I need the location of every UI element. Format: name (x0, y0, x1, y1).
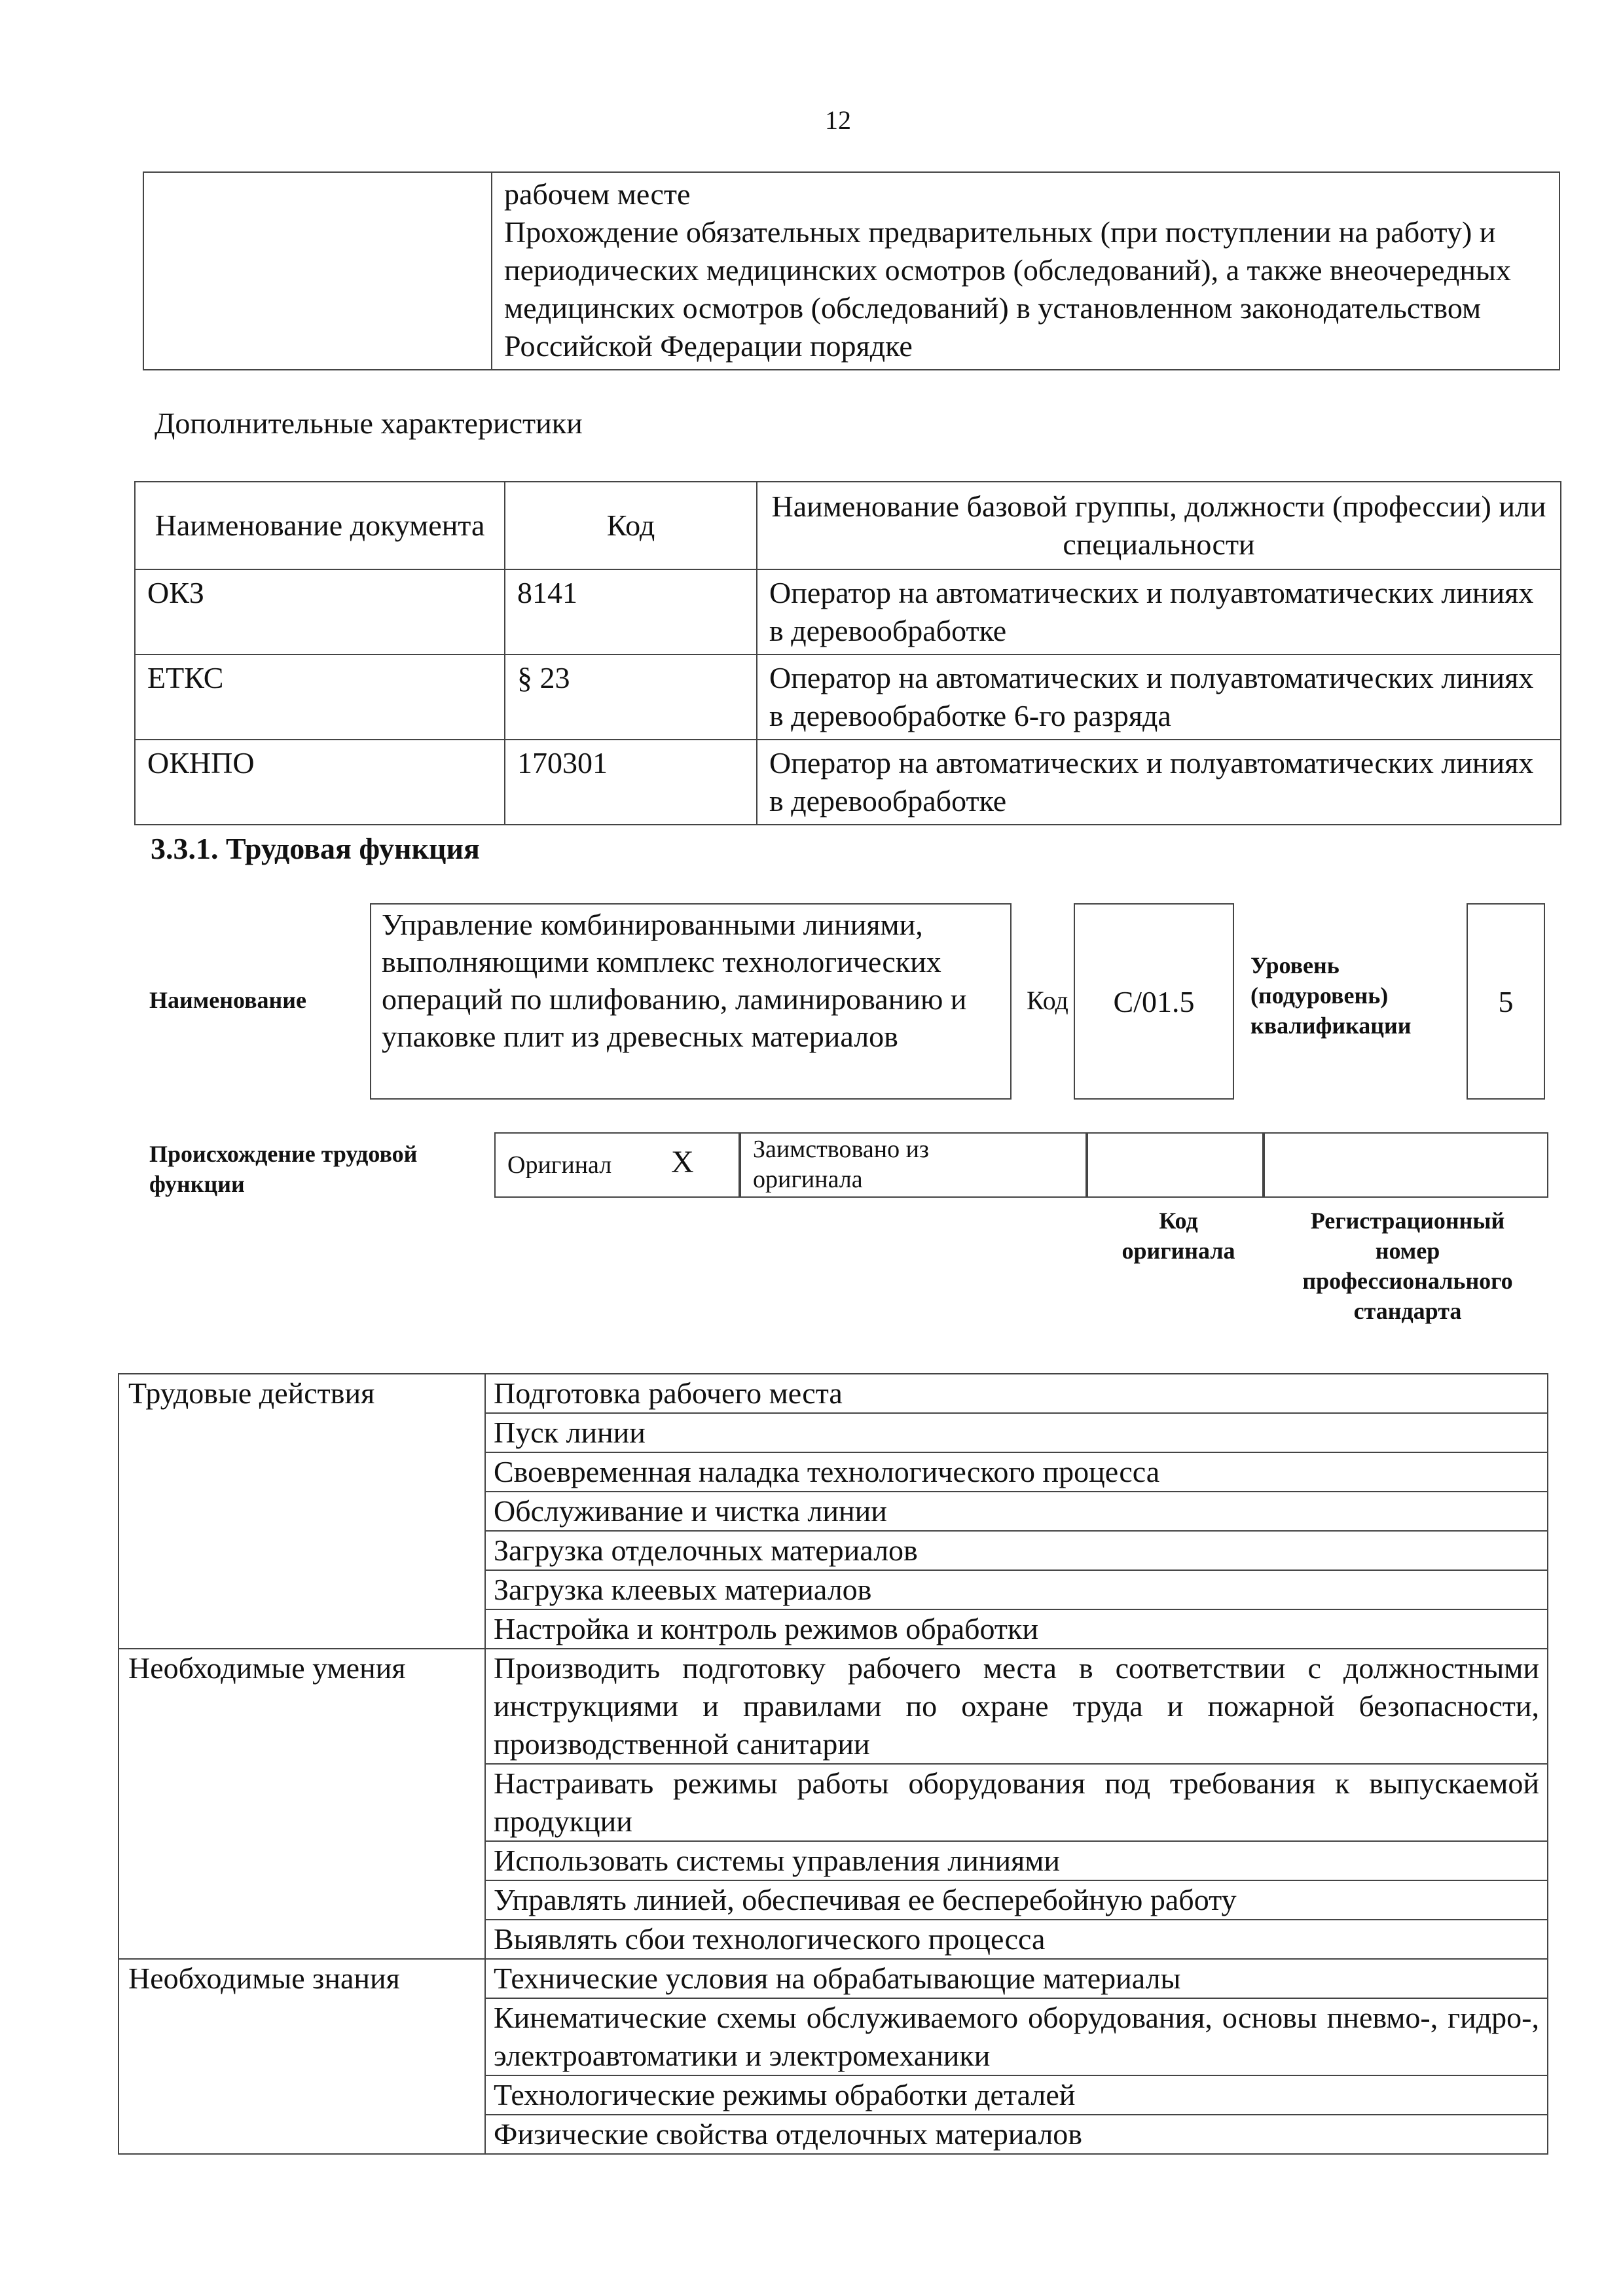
function-origin-label: Происхождение трудовой функции (149, 1141, 418, 1197)
list-item: Технические условия на обрабатывающие материалы (485, 1959, 1548, 1998)
list-item: Своевременная наладка технологического процесса (485, 1452, 1548, 1492)
table-row (135, 655, 1561, 740)
function-name-box: Управление комбинированными линиями, выполняющими комплекс технологических операций по шлифованию, ламинированию и упаковке плит из древесных материалов (370, 903, 1012, 1100)
qualification-level-box: 5 (1467, 903, 1545, 1100)
list-item: Использовать системы управления линиями (485, 1841, 1548, 1880)
header-code: Код (505, 482, 757, 569)
code-label: Код (1027, 986, 1068, 1015)
name-label: Наименование (149, 987, 306, 1013)
header-document: Наименование документа (135, 482, 505, 569)
requirements-continuation-table (143, 171, 1560, 370)
cell-code: 170301 (505, 740, 757, 825)
category-labor-actions: Трудовые действия (119, 1374, 485, 1649)
original-mark: X (671, 1145, 694, 1179)
original-code-box (1087, 1132, 1264, 1198)
table-row (135, 740, 1561, 825)
additional-characteristics-heading: Дополнительные характеристики (155, 406, 583, 440)
list-item: Обслуживание и чистка линии (485, 1492, 1548, 1531)
additional-characteristics-table (134, 481, 1561, 825)
list-item: Настраивать режимы работы оборудования под требования к выпускаемой продукции (485, 1764, 1548, 1841)
registration-number-caption: Регистрационный номер профессионального стандарта (1302, 1208, 1513, 1324)
list-item: Подготовка рабочего места (485, 1374, 1548, 1413)
list-item: Выявлять сбои технологического процесса (485, 1920, 1548, 1959)
list-item: Кинематические схемы обслуживаемого оборудования, основы пневмо-, гидро-, электроавтоматики и электромеханики (485, 1998, 1548, 2075)
list-item: Управлять линией, обеспечивая ее бесперебойную работу (485, 1880, 1548, 1920)
requirements-line: Прохождение обязательных предварительных (при поступлении на работу) и периодических медицинских осмотров (обследований), а также внеочередных медицинских осмотров (обследований) в установленном законодательством Российской Федерации порядке (504, 215, 1511, 363)
header-group-name: Наименование базовой группы, должности (профессии) или специальности (757, 482, 1561, 569)
qualification-level-label: Уровень (подуровень) квалификации (1250, 952, 1412, 1039)
requirements-cell (492, 172, 1559, 370)
list-item: Пуск линии (485, 1413, 1548, 1452)
cell-name: Оператор на автоматических и полуавтоматических линиях в деревообработке 6-го разряда (757, 655, 1561, 740)
page-number: 12 (825, 105, 851, 135)
cell-name: Оператор на автоматических и полуавтоматических линиях в деревообработке (757, 569, 1561, 655)
cell-doc: ЕТКС (135, 655, 505, 740)
cell-name: Оператор на автоматических и полуавтоматических линиях в деревообработке (757, 740, 1561, 825)
registration-number-box (1264, 1132, 1548, 1198)
cell-doc: ОКНПО (135, 740, 505, 825)
list-item: Физические свойства отделочных материалов (485, 2115, 1548, 2154)
labor-function-heading: 3.3.1. Трудовая функция (151, 832, 480, 865)
function-details-table (118, 1373, 1548, 2155)
requirements-label-cell (143, 172, 492, 370)
borrowed-label: Заимствовано из оригинала (753, 1136, 929, 1193)
requirements-line: рабочем месте (504, 177, 691, 211)
cell-code: § 23 (505, 655, 757, 740)
list-item: Загрузка отделочных материалов (485, 1531, 1548, 1570)
original-label: Оригинал (507, 1151, 612, 1179)
function-code-box: С/01.5 (1074, 903, 1234, 1100)
cell-doc: ОКЗ (135, 569, 505, 655)
list-item: Настройка и контроль режимов обработки (485, 1609, 1548, 1649)
list-item: Производить подготовку рабочего места в соответствии с должностными инструкциями и правилами по охране труда и пожарной безопасности, производственной санитарии (485, 1649, 1548, 1764)
list-item: Загрузка клеевых материалов (485, 1570, 1548, 1609)
original-code-caption: Код оригинала (1122, 1208, 1235, 1264)
category-knowledge: Необходимые знания (119, 1959, 485, 2154)
category-skills: Необходимые умения (119, 1649, 485, 1959)
table-row (135, 569, 1561, 655)
list-item: Технологические режимы обработки деталей (485, 2075, 1548, 2115)
cell-code: 8141 (505, 569, 757, 655)
